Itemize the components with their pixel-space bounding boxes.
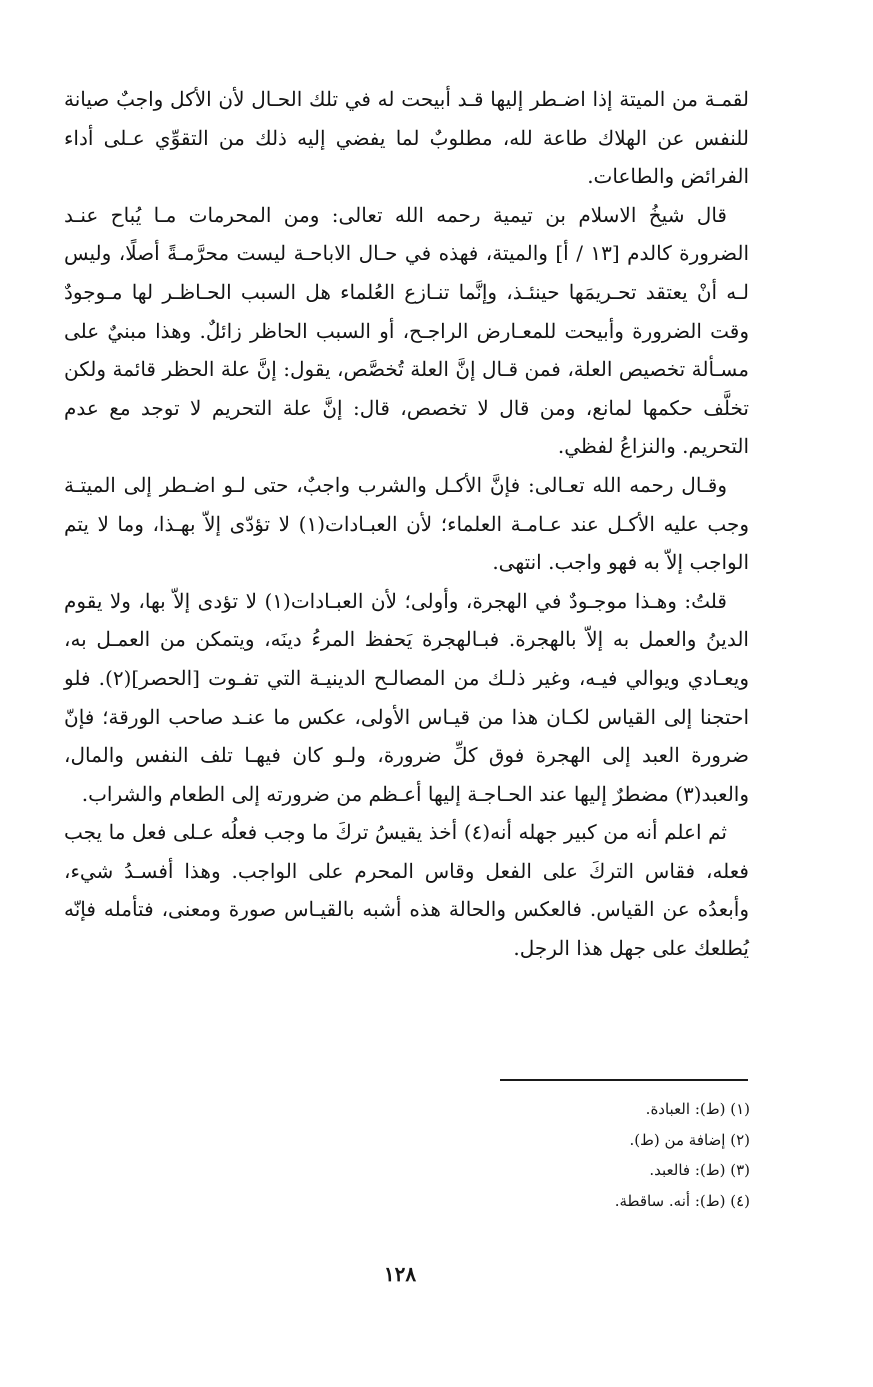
paragraph-2: قال شيخُ الاسلام بن تيمية رحمه الله تعالى: ومن المحرمات مـا يُباح عنـد الضرورة كالدم [١٣ / أ] والميتة، فهذه في حـال الاباحـة ليست محرَّمـةً أصلًا، وليس لـه أنْ يعتقد تحـريمَها حينئـذ، وإنَّما تنـازع العُلماء هل السبب الحـاظـر لها مـوجودٌ وقت الضرورة وأبيحت للمعـارض الراجـح، أو السبب الحاظر زائلٌ. وهذا مبنيٌ على مسـألة تخصيص العلة، فمن قـال إنَّ العلة تُخصَّص، يقول: إنَّ علة الحظر قائمة ولكن تخلَّف حكمها لمانع، ومن قال لا تخصص، قال: إنَّ علة التحريم لا توجد مع عدم التحريم. والنزاعُ لفظي. — [64, 202, 749, 459]
footnote-divider — [500, 1079, 748, 1081]
footnote-3: (٣) (ط): فالعبد. — [649, 1161, 750, 1179]
footnote-2: (٢) إضافة من (ط). — [629, 1130, 750, 1149]
footnote-4: (٤) (ط): أنه. ساقطة. — [614, 1191, 750, 1210]
paragraph-1: لقمـة من الميتة إذا اضـطر إليها قـد أبيحت له في تلك الحـال لأن الأكل واجبٌ صيانة للنفس عن الهلاك طاعة لله، مطلوبٌ لما يفضي إليه ذلك من التقوِّي عـلى أداء الفرائض والطاعات. — [64, 87, 749, 189]
main-text — [64, 80, 749, 968]
footnotes — [400, 1094, 750, 1216]
paragraph-5: ثم اعلم أنه من كبير جهله أنه(٤) أخذ يقيسُ تركَ ما وجب فعلُه عـلى فعل ما يجب فعله، فقاس التركَ على الفعل وقاس المحرم على الواجب. وهذا أفسـدُ شيء، وأبعدُه عن القياس. فالعكس والحالة هذه أشبه بالقيـاس صورة ومعنى، فتأمله فإنّه يُطلعك على جهل هذا الرجل. — [64, 820, 750, 961]
footnote-1: (١) (ط): العبادة. — [645, 1100, 750, 1118]
paragraph-3: وقـال رحمه الله تعـالى: فإنَّ الأكـل والشرب واجبٌ، حتى لـو اضـطر إلى الميتـة وجب عليه الأكـل عند عـامـة العلماء؛ لأن العبـادات(١) لا تؤدّى إلاّ بهـذا، وما لا يتم الواجب إلاّ به فهو واجب. انتهى. — [64, 472, 749, 575]
page-number: ١٢٨ — [383, 1262, 417, 1286]
paragraph-4: قلتُ: وهـذا موجـودٌ في الهجرة، وأولى؛ لأن العبـادات(١) لا تؤدى إلاّ بها، ولا يقوم الدينُ والعمل به إلاّ بالهجرة. فبـالهجرة يَحفظ المرءُ دينَه، ويتمكن من العمـل به، ويعـادي ويوالي فيـه، وغير ذلـك من المصالـح الدينيـة التي تفـوت [الحصر](٢). فلو احتجنا إلى القياس لكـان هذا من قيـاس الأولى، عكس ما عنـد صاحب الورقة؛ فإنّ ضرورة العبد إلى الهجرة فوق كلِّ ضرورة، ولـو كان فيهـا تلف النفس والمال، والعبد(٣) مضطرٌ إليها عند الحـاجـة إليها أعـظم من ضرورته إلى الطعام والشراب. — [64, 588, 750, 806]
